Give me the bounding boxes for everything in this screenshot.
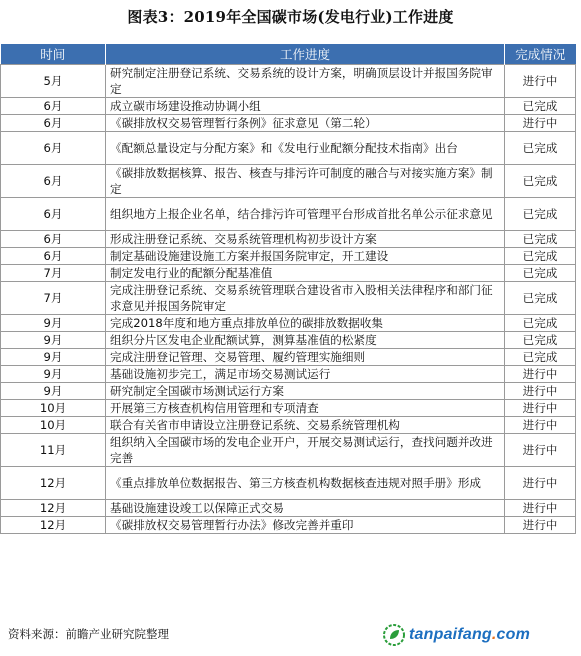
- row-status: 已完成: [505, 98, 576, 115]
- row-status: 进行中: [505, 366, 576, 383]
- header-time: 时间: [1, 44, 106, 65]
- row-status: 已完成: [505, 282, 576, 315]
- row-time: 5月: [1, 65, 106, 98]
- row-time: 7月: [1, 265, 106, 282]
- table-header-row: [1, 44, 576, 65]
- row-progress: 《碳排放权交易管理暂行条例》征求意见（第二轮）: [106, 115, 505, 132]
- table-row: [1, 349, 576, 366]
- row-status: 进行中: [505, 400, 576, 417]
- row-time: 10月: [1, 417, 106, 434]
- row-progress: 完成注册登记系统、交易系统管理联合建设省市入股相关法律程序和部门征求意见并报国务院审定: [106, 282, 505, 315]
- table-row: [1, 248, 576, 265]
- table-row: [1, 500, 576, 517]
- row-time: 6月: [1, 132, 106, 165]
- row-time: 6月: [1, 165, 106, 198]
- row-time: 12月: [1, 517, 106, 534]
- row-time: 7月: [1, 282, 106, 315]
- brand-name: tanpaifang: [409, 626, 492, 643]
- row-status: 已完成: [505, 315, 576, 332]
- table-row: [1, 366, 576, 383]
- row-progress: 研究制定注册登记系统、交易系统的设计方案，明确顶层设计并报国务院审定: [106, 65, 505, 98]
- row-status: 已完成: [505, 198, 576, 231]
- brand-tld: com: [496, 626, 531, 643]
- row-status: 已完成: [505, 332, 576, 349]
- row-time: 6月: [1, 248, 106, 265]
- row-progress: 开展第三方核查机构信用管理和专项清查: [106, 400, 505, 417]
- row-progress: 研究制定全国碳市场测试运行方案: [106, 383, 505, 400]
- chart-title: 图表3：2019年全国碳市场(发电行业)工作进度: [127, 8, 454, 26]
- row-status: 已完成: [505, 231, 576, 248]
- progress-table: [0, 44, 576, 534]
- header-status: 完成情况: [505, 44, 576, 65]
- row-status: 进行中: [505, 115, 576, 132]
- row-time: 12月: [1, 500, 106, 517]
- row-time: 9月: [1, 383, 106, 400]
- row-progress: 《碳排放数据核算、报告、核查与排污许可制度的融合与对接实施方案》制定: [106, 165, 505, 198]
- row-time: 9月: [1, 315, 106, 332]
- source-note: 资料来源：前瞻产业研究院整理: [8, 627, 169, 641]
- table-row: [1, 417, 576, 434]
- brand-text: [409, 626, 530, 644]
- row-status: 已完成: [505, 248, 576, 265]
- row-status: 进行中: [505, 517, 576, 534]
- row-progress: 完成注册登记管理、交易管理、履约管理实施细则: [106, 349, 505, 366]
- row-progress: 制定发电行业的配额分配基准值: [106, 265, 505, 282]
- row-time: 10月: [1, 400, 106, 417]
- row-time: 6月: [1, 198, 106, 231]
- row-time: 9月: [1, 349, 106, 366]
- row-progress: 制定基础设施建设施工方案并报国务院审定，开工建设: [106, 248, 505, 265]
- table-row: [1, 400, 576, 417]
- row-status: 已完成: [505, 265, 576, 282]
- row-progress: 组织地方上报企业名单，结合排污许可管理平台形成首批名单公示征求意见: [106, 198, 505, 231]
- row-progress: 形成注册登记系统、交易系统管理机构初步设计方案: [106, 231, 505, 248]
- table-row: [1, 332, 576, 349]
- table-row: [1, 282, 576, 315]
- row-status: 已完成: [505, 165, 576, 198]
- table-row: [1, 467, 576, 500]
- row-status: 进行中: [505, 467, 576, 500]
- row-time: 6月: [1, 231, 106, 248]
- table-row: [1, 98, 576, 115]
- row-status: 进行中: [505, 434, 576, 467]
- row-time: 12月: [1, 467, 106, 500]
- row-progress: 《重点排放单位数据报告、第三方核查机构数据核查违规对照手册》形成: [106, 467, 505, 500]
- row-status: 进行中: [505, 65, 576, 98]
- row-progress: 组织纳入全国碳市场的发电企业开户，开展交易测试运行，查找问题并改进完善: [106, 434, 505, 467]
- table-row: [1, 265, 576, 282]
- leaf-logo-icon: [383, 624, 405, 646]
- row-progress: 完成2018年度和地方重点排放单位的碳排放数据收集: [106, 315, 505, 332]
- table-row: [1, 383, 576, 400]
- row-progress: 组织分片区发电企业配额试算，测算基准值的松紧度: [106, 332, 505, 349]
- brand-watermark[interactable]: [383, 624, 530, 646]
- row-status: 进行中: [505, 383, 576, 400]
- table-row: [1, 231, 576, 248]
- table-row: [1, 65, 576, 98]
- row-status: 已完成: [505, 349, 576, 366]
- row-time: 9月: [1, 332, 106, 349]
- brand-dot: .: [491, 626, 497, 643]
- header-progress: 工作进度: [106, 44, 505, 65]
- table-row: [1, 115, 576, 132]
- table-row: [1, 198, 576, 231]
- row-status: 进行中: [505, 417, 576, 434]
- row-status: 进行中: [505, 500, 576, 517]
- row-progress: 联合有关省市申请设立注册登记系统、交易系统管理机构: [106, 417, 505, 434]
- row-progress: 《碳排放权交易管理暂行办法》修改完善并重印: [106, 517, 505, 534]
- table-row: [1, 517, 576, 534]
- row-time: 6月: [1, 115, 106, 132]
- row-time: 6月: [1, 98, 106, 115]
- row-progress: 成立碳市场建设推动协调小组: [106, 98, 505, 115]
- row-time: 9月: [1, 366, 106, 383]
- row-progress: 《配额总量设定与分配方案》和《发电行业配额分配技术指南》出台: [106, 132, 505, 165]
- table-row: [1, 132, 576, 165]
- row-progress: 基础设施建设竣工以保障正式交易: [106, 500, 505, 517]
- table-row: [1, 165, 576, 198]
- table-row: [1, 315, 576, 332]
- row-time: 11月: [1, 434, 106, 467]
- row-progress: 基础设施初步完工，满足市场交易测试运行: [106, 366, 505, 383]
- table-row: [1, 434, 576, 467]
- row-status: 已完成: [505, 132, 576, 165]
